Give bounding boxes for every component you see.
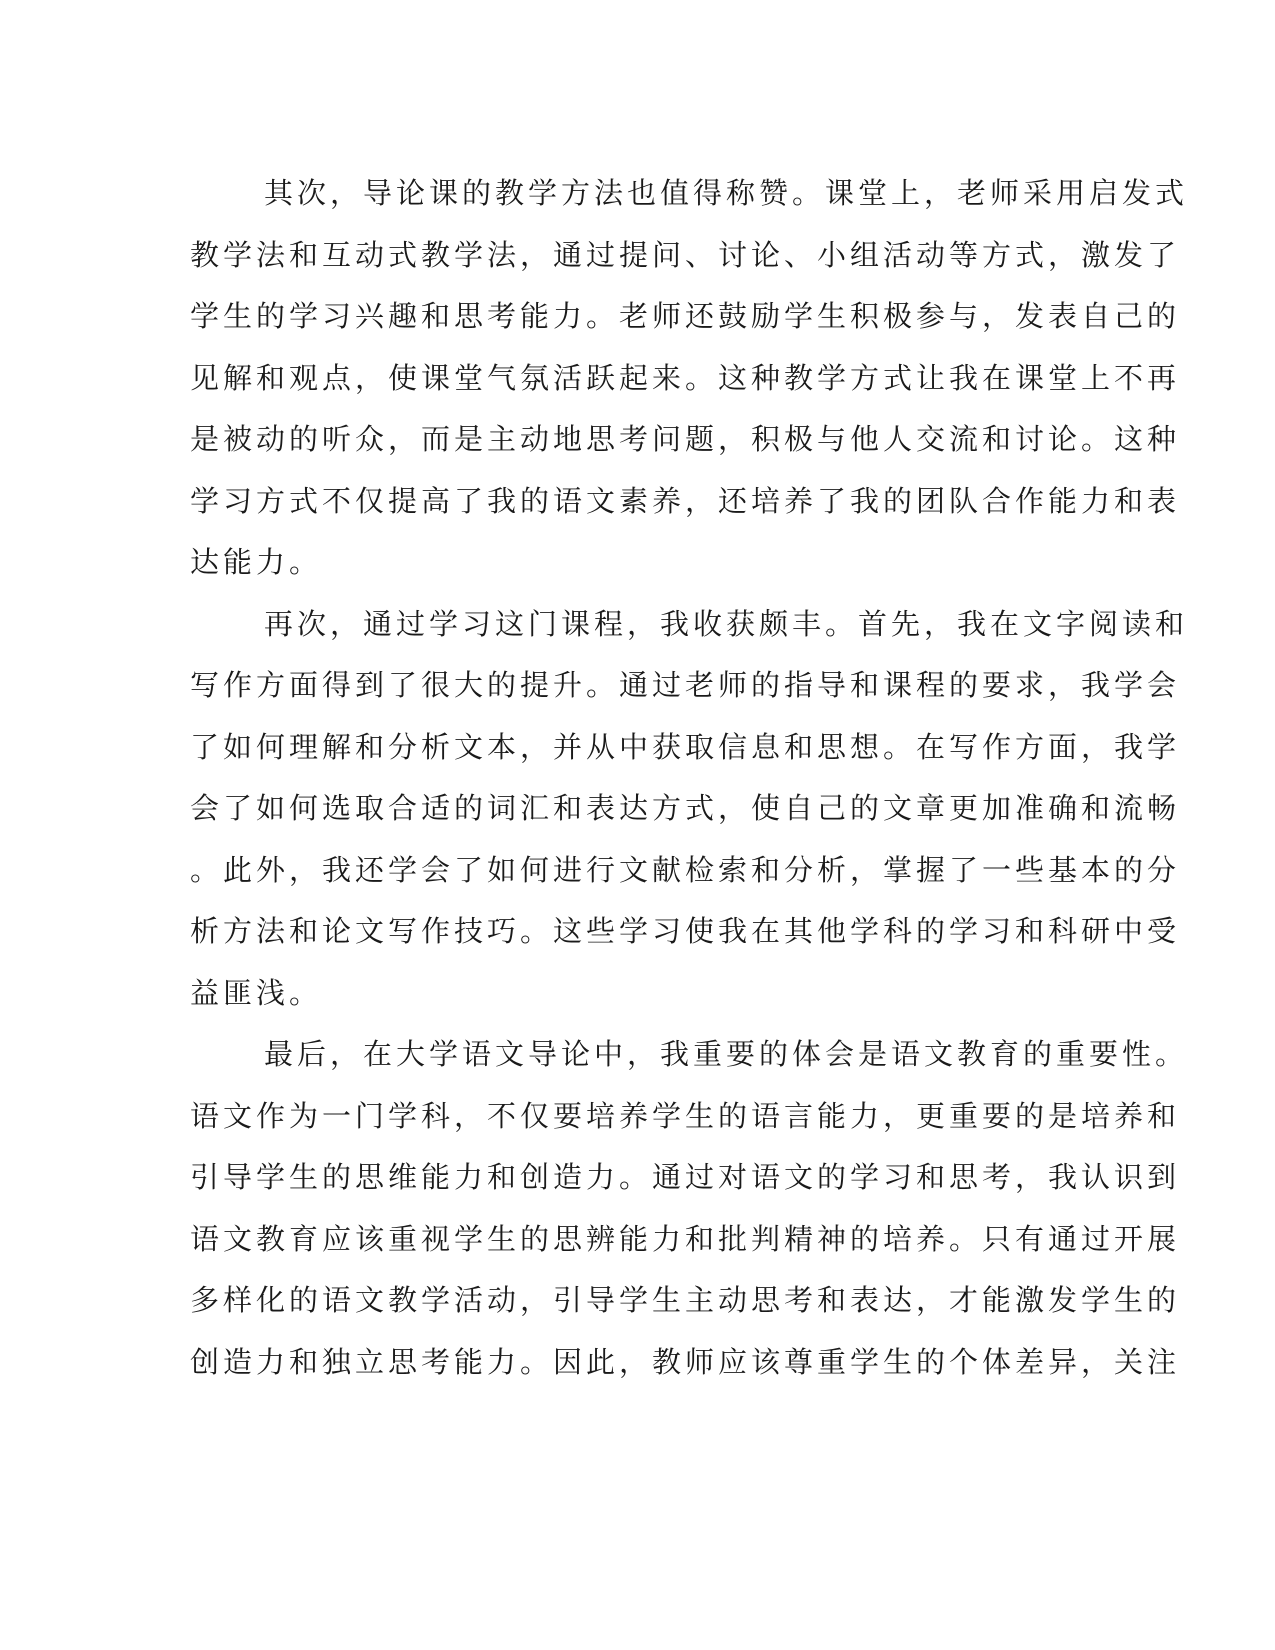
paragraph-conclusion: [190, 1024, 1189, 1393]
text-line: 最后，在大学语文导论中，我重要的体会是语文教育的重要性。: [264, 1037, 1189, 1071]
text-line: 写作方面得到了很大的提升。通过老师的指导和课程的要求，我学会: [190, 668, 1181, 702]
text-line: 引导学生的思维能力和创造力。通过对语文的学习和思考，我认识到: [190, 1160, 1181, 1194]
text-line: 会了如何选取合适的词汇和表达方式，使自己的文章更加准确和流畅: [190, 791, 1181, 825]
text-line: 教学法和互动式教学法，通过提问、讨论、小组活动等方式，激发了: [190, 237, 1181, 272]
text-line: 学生的学习兴趣和思考能力。老师还鼓励学生积极参与，发表自己的: [190, 299, 1181, 333]
text-line: 了如何理解和分析文本，并从中获取信息和思想。在写作方面，我学: [190, 729, 1181, 764]
text-line: 达能力。: [190, 545, 323, 579]
paragraph-teaching-methods: [190, 163, 1189, 594]
text-line: 。此外，我还学会了如何进行文献检索和分析，掌握了一些基本的分: [190, 852, 1181, 887]
document-body: [190, 163, 1189, 1393]
text-line: 是被动的听众，而是主动地思考问题，积极与他人交流和讨论。这种: [190, 422, 1181, 456]
text-line: 见解和观点，使课堂气氛活跃起来。这种教学方式让我在课堂上不再: [190, 360, 1181, 395]
text-line: 创造力和独立思考能力。因此，教师应该尊重学生的个体差异，关注: [190, 1344, 1181, 1379]
text-line: 益匪浅。: [190, 975, 323, 1010]
text-line: 语文教育应该重视学生的思辨能力和批判精神的培养。只有通过开展: [190, 1221, 1181, 1256]
text-line: 其次，导论课的教学方法也值得称赞。课堂上，老师采用启发式: [264, 176, 1189, 210]
text-line: 多样化的语文教学活动，引导学生主动思考和表达，才能激发学生的: [190, 1283, 1181, 1317]
paragraph-gains: [190, 594, 1189, 1025]
text-line: 学习方式不仅提高了我的语文素养，还培养了我的团队合作能力和表: [190, 483, 1181, 518]
text-line: 语文作为一门学科，不仅要培养学生的语言能力，更重要的是培养和: [190, 1098, 1181, 1133]
text-line: 再次，通过学习这门课程，我收获颇丰。首先，我在文字阅读和: [264, 606, 1189, 641]
text-line: 析方法和论文写作技巧。这些学习使我在其他学科的学习和科研中受: [190, 914, 1181, 948]
